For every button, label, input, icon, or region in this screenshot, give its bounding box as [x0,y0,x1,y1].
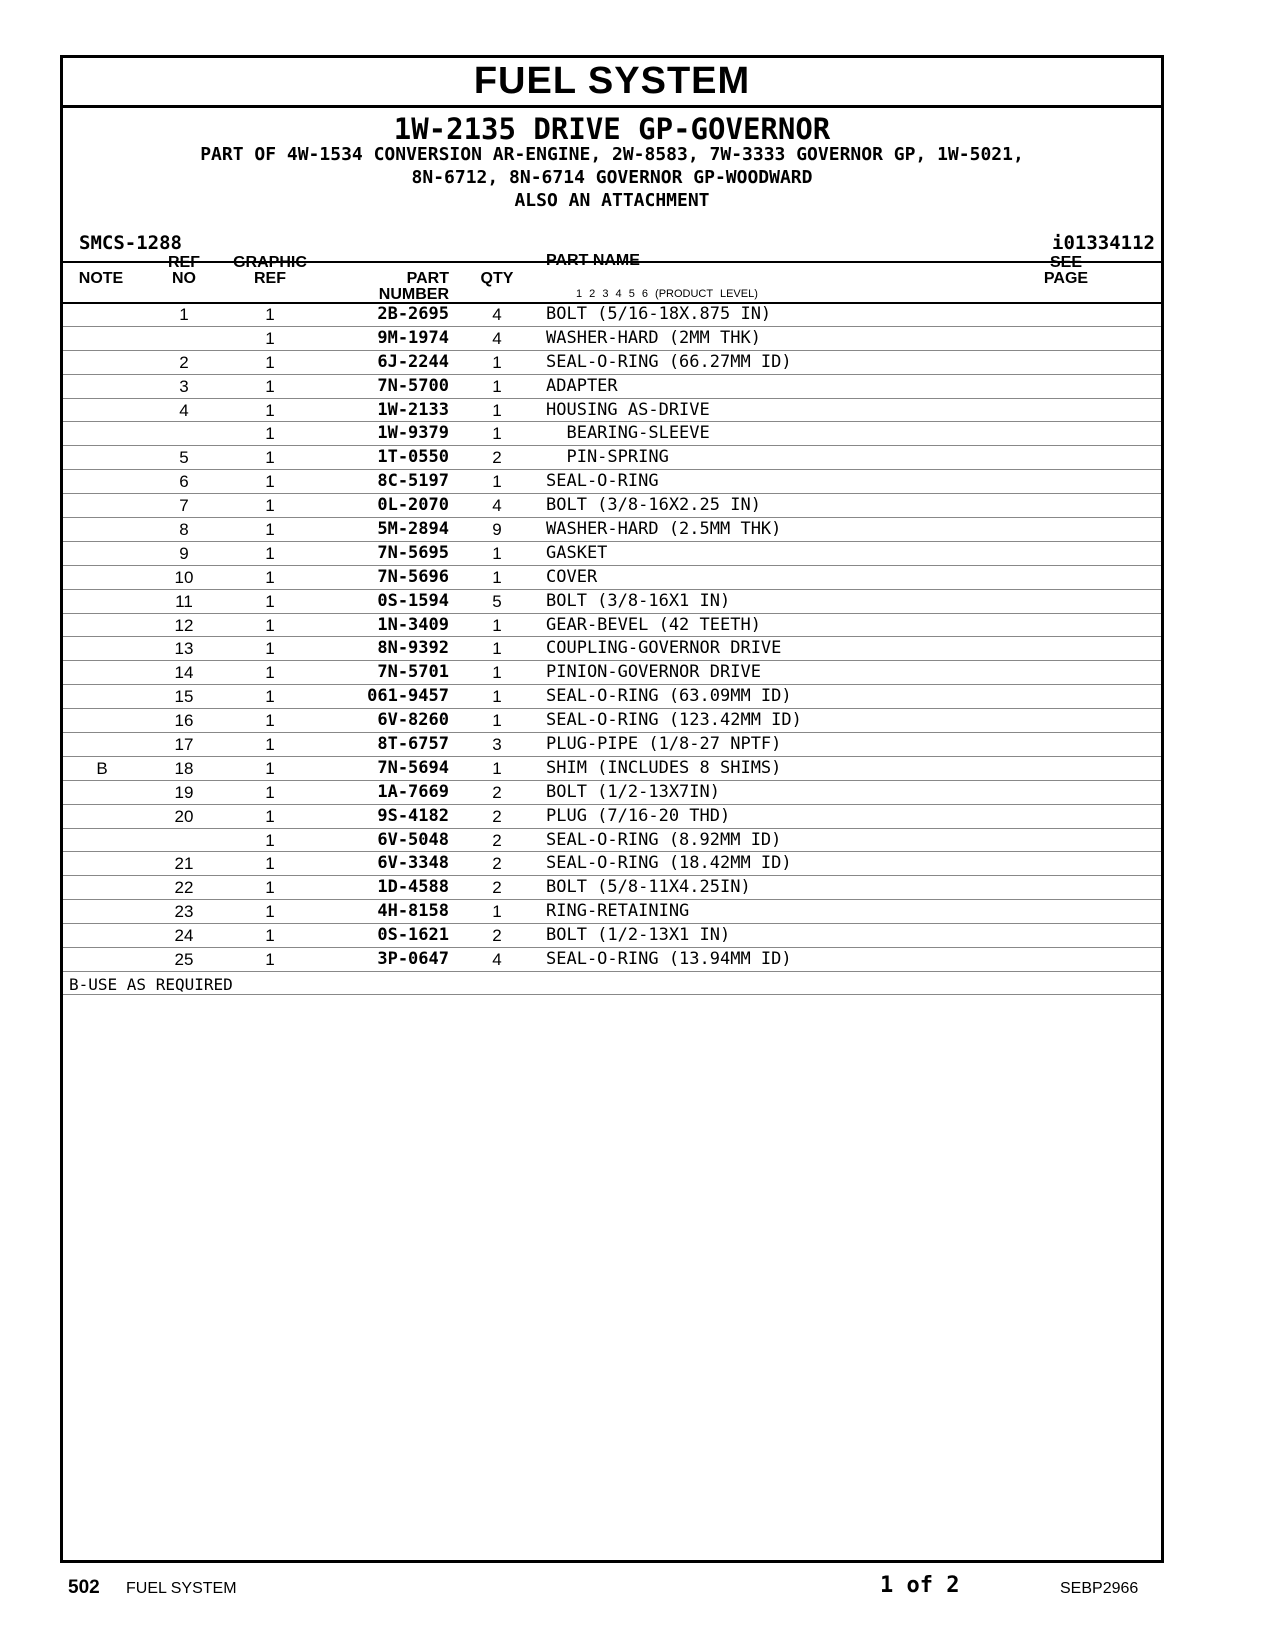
part-number-cell: 0S-1621 [377,925,449,946]
part-name-cell: SEAL-O-RING (123.42MM ID) [546,710,802,731]
part-number-cell: 1T-0550 [377,447,449,468]
footnote-text: B-USE AS REQUIRED [69,974,233,994]
ref-no-cell: 1 [179,305,189,324]
table-row [63,805,1161,829]
part-number-cell: 9M-1974 [377,327,449,348]
graphic-ref-cell: 1 [265,400,275,420]
note-cell: B [96,758,108,778]
table-row [63,948,1161,972]
parts-list-frame [60,55,1164,1563]
qty-cell: 1 [492,615,502,635]
part-number-cell: 7N-5694 [377,757,449,778]
footer-section: FUEL SYSTEM [126,1580,237,1597]
header-ref-bottom: NO [172,270,196,287]
part-name-cell: SEAL-O-RING (8.92MM ID) [546,829,782,850]
part-number-cell: 8C-5197 [377,471,449,492]
ref-no-cell: 11 [175,591,193,611]
graphic-ref-cell: 1 [265,639,275,659]
table-row [63,446,1161,470]
qty-cell: 4 [492,328,502,348]
part-number-cell: 2B-2695 [377,304,449,324]
part-number-cell: 7N-5701 [377,662,449,683]
ref-no-cell: 7 [179,496,189,516]
table-row [63,733,1161,757]
ref-no-cell: 13 [174,639,194,659]
ref-no-cell: 20 [174,806,194,826]
header-graphic-top: GRAPHIC [233,254,307,271]
graphic-ref-cell: 1 [265,806,275,826]
graphic-ref-cell: 1 [265,711,275,731]
ref-no-cell: 6 [179,472,189,492]
table-row [63,757,1161,781]
table-row [63,924,1161,948]
qty-cell: 2 [492,806,502,826]
table-row [63,375,1161,399]
qty-cell: 1 [492,687,502,707]
table-row [63,494,1161,518]
table-row [63,852,1161,876]
part-number-cell: 6V-5048 [377,829,449,850]
graphic-ref-cell: 1 [265,424,275,444]
table-row [63,542,1161,566]
header-ref-top: REF [168,254,200,271]
description-line-2: 8N-6712, 8N-6714 GOVERNOR GP-WOODWARD [411,167,813,188]
qty-cell: 3 [492,735,502,755]
table-row [63,518,1161,542]
footnote-row [63,972,1161,995]
ref-no-cell: 18 [174,758,194,778]
ref-no-cell: 22 [174,878,194,898]
qty-cell: 1 [492,543,502,563]
graphic-ref-cell: 1 [265,687,275,707]
part-name-cell: PLUG-PIPE (1/8-27 NPTF) [546,734,782,755]
table-row [63,876,1161,900]
ref-no-cell: 16 [174,711,194,731]
part-number-cell: 1W-2133 [377,399,449,420]
page-number: 502 [68,1577,100,1598]
qty-cell: 4 [492,496,502,516]
part-number-cell: 8T-6757 [377,734,449,755]
qty-cell: 2 [492,854,502,874]
qty-cell: 1 [492,567,502,587]
qty-cell: 1 [492,472,502,492]
table-row [63,303,1161,327]
graphic-ref-cell: 1 [265,591,275,611]
illustration-id: i01334112 [1052,232,1155,254]
qty-cell: 4 [492,305,502,324]
graphic-ref-cell: 1 [265,615,275,635]
ref-no-cell: 4 [179,400,189,420]
part-name-cell: COVER [546,566,598,587]
graphic-ref-cell: 1 [265,758,275,778]
ref-no-cell: 19 [174,782,194,802]
graphic-ref-cell: 1 [265,926,275,946]
part-number-cell: 9S-4182 [377,805,449,826]
ref-no-cell: 25 [174,950,194,970]
group-title: 1W-2135 DRIVE GP-GOVERNOR [393,112,831,146]
header-graphic-bottom: REF [254,270,286,287]
part-number-cell: 7N-5695 [377,542,449,563]
table-row [63,422,1161,446]
description-line-3: ALSO AN ATTACHMENT [514,190,710,211]
ref-no-cell: 5 [179,448,189,468]
part-name-cell: SEAL-O-RING (13.94MM ID) [546,949,792,970]
ref-no-cell: 3 [179,376,189,396]
graphic-ref-cell: 1 [265,663,275,683]
part-name-cell: GASKET [546,542,608,563]
graphic-ref-cell: 1 [265,567,275,587]
graphic-ref-cell: 1 [265,902,275,922]
table-row [63,829,1161,853]
part-number-cell: 6V-3348 [377,853,449,874]
header-note: NOTE [78,270,124,287]
graphic-ref-cell: 1 [265,376,275,396]
part-name-cell: BOLT (1/2-13X7IN) [546,781,720,802]
part-number-cell: 7N-5700 [377,375,449,396]
qty-cell: 1 [492,424,502,444]
ref-no-cell: 12 [174,615,194,635]
part-name-cell: BEARING-SLEEVE [546,423,710,444]
part-number-cell: 7N-5696 [377,566,449,587]
part-name-cell: PLUG (7/16-20 THD) [546,805,731,826]
qty-cell: 1 [492,639,502,659]
part-name-cell: WASHER-HARD (2.5MM THK) [546,519,782,540]
part-name-cell: SEAL-O-RING (66.27MM ID) [546,351,792,372]
ref-no-cell: 17 [174,735,194,755]
graphic-ref-cell: 1 [265,543,275,563]
qty-cell: 2 [492,782,502,802]
part-name-cell: WASHER-HARD (2MM THK) [546,327,761,348]
part-name-cell: GEAR-BEVEL (42 TEETH) [546,614,761,635]
part-name-cell: SEAL-O-RING [546,471,659,492]
table-row [63,661,1161,685]
table-row [63,590,1161,614]
section-title: FUEL SYSTEM [63,58,1161,108]
part-name-cell: PINION-GOVERNOR DRIVE [546,662,761,683]
qty-cell: 1 [492,400,502,420]
graphic-ref-cell: 1 [265,496,275,516]
qty-cell: 1 [492,902,502,922]
part-number-cell: 8N-9392 [377,638,449,659]
part-number-cell: 1N-3409 [377,614,449,635]
table-row [63,709,1161,733]
header-see-top: SEE [1049,254,1082,271]
part-name-cell: COUPLING-GOVERNOR DRIVE [546,638,782,659]
ref-no-cell: 9 [179,543,189,563]
part-name-cell: SHIM (INCLUDES 8 SHIMS) [546,757,782,778]
header-see-bottom: PAGE [1043,270,1089,287]
ref-no-cell: 23 [174,902,194,922]
qty-cell: 2 [492,830,502,850]
table-row [63,351,1161,375]
header-part-name: PART NAME [546,252,640,269]
qty-cell: 1 [492,376,502,396]
part-number-cell: 3P-0647 [377,949,449,970]
part-number-cell: 6V-8260 [377,710,449,731]
part-name-cell: BOLT (5/16-18X.875 IN) [546,304,772,324]
part-number-cell: 0S-1594 [377,590,449,611]
graphic-ref-cell: 1 [265,854,275,874]
qty-cell: 2 [492,448,502,468]
sheet-indicator: 1 of 2 [880,1573,960,1598]
part-number-cell: 1W-9379 [377,423,449,444]
qty-cell: 1 [492,663,502,683]
part-name-cell: BOLT (3/8-16X1 IN) [546,590,731,611]
qty-cell: 2 [492,878,502,898]
table-row [63,566,1161,590]
graphic-ref-cell: 1 [265,830,275,850]
part-number-cell: 6J-2244 [377,351,449,372]
graphic-ref-cell: 1 [265,448,275,468]
part-number-cell: 5M-2894 [377,519,449,540]
parts-table-body [63,303,1161,995]
graphic-ref-cell: 1 [265,305,275,324]
part-number-cell: 1D-4588 [377,877,449,898]
table-row [63,637,1161,661]
header-part-number: PART NUMBER [378,270,449,303]
qty-cell: 9 [492,520,502,540]
qty-cell: 1 [492,758,502,778]
table-row [63,900,1161,924]
part-name-cell: RING-RETAINING [546,901,690,922]
ref-no-cell: 15 [174,687,194,707]
document-id: SEBP2966 [1060,1580,1139,1597]
table-row [63,614,1161,638]
ref-no-cell: 14 [174,663,194,683]
table-row [63,685,1161,709]
table-row [63,399,1161,423]
qty-cell: 1 [492,352,502,372]
ref-no-cell: 10 [174,567,194,587]
smcs-code: SMCS-1288 [79,232,182,254]
part-number-cell: 4H-8158 [377,901,449,922]
qty-cell: 4 [492,950,502,970]
ref-no-cell: 8 [179,520,189,540]
part-name-cell: BOLT (5/8-11X4.25IN) [546,877,751,898]
graphic-ref-cell: 1 [265,782,275,802]
qty-cell: 2 [492,926,502,946]
graphic-ref-cell: 1 [265,735,275,755]
part-number-cell: 0L-2070 [377,495,449,516]
ref-no-cell: 2 [179,352,189,372]
description-line-1: PART OF 4W-1534 CONVERSION AR-ENGINE, 2W-8583, 7W-3333 GOVERNOR GP, 1W-5021, [200,144,1024,165]
graphic-ref-cell: 1 [265,950,275,970]
header-product-level: 1 2 3 4 5 6 (PRODUCT LEVEL) [576,288,758,300]
graphic-ref-cell: 1 [265,352,275,372]
qty-cell: 5 [492,591,502,611]
part-name-cell: SEAL-O-RING (18.42MM ID) [546,853,792,874]
part-name-cell: BOLT (1/2-13X1 IN) [546,925,731,946]
part-name-cell: ADAPTER [546,375,618,396]
table-row [63,327,1161,351]
ref-no-cell: 24 [174,926,194,946]
ref-no-cell: 21 [174,854,194,874]
graphic-ref-cell: 1 [265,472,275,492]
part-name-cell: PIN-SPRING [546,447,669,468]
graphic-ref-cell: 1 [265,328,275,348]
qty-cell: 1 [492,711,502,731]
part-name-cell: BOLT (3/8-16X2.25 IN) [546,495,761,516]
graphic-ref-cell: 1 [265,878,275,898]
graphic-ref-cell: 1 [265,520,275,540]
part-name-cell: HOUSING AS-DRIVE [546,399,710,420]
table-row [63,470,1161,494]
part-name-cell: SEAL-O-RING (63.09MM ID) [546,686,792,707]
part-number-cell: 061-9457 [367,686,449,707]
table-row [63,781,1161,805]
header-qty: QTY [480,270,514,287]
part-number-cell: 1A-7669 [377,781,449,802]
